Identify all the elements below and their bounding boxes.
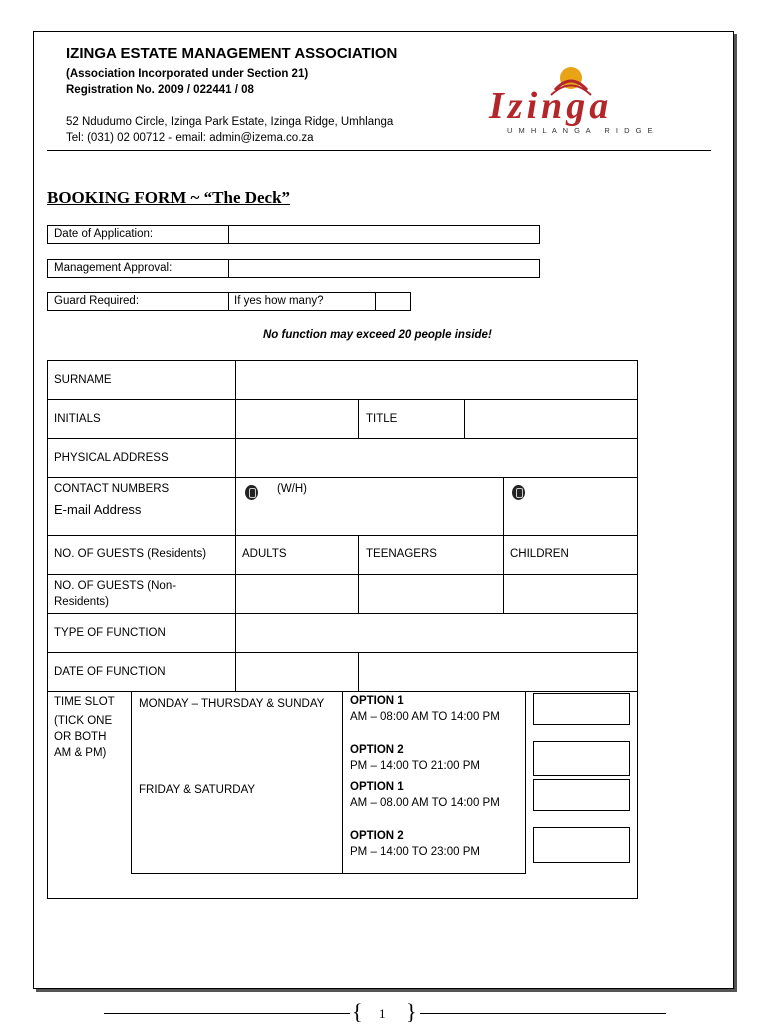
contact-numbers-label: CONTACT NUMBERS — [54, 483, 170, 495]
tick-instruction-2: OR BOTH — [54, 731, 107, 743]
date-of-function-field[interactable] — [236, 653, 357, 690]
association-name: IZINGA ESTATE MANAGEMENT ASSOCIATION — [66, 45, 398, 62]
address: 52 Ndudumo Circle, Izinga Park Estate, Izinga Ridge, Umhlanga — [66, 116, 394, 128]
weekend-option1-checkbox[interactable] — [533, 779, 630, 811]
guard-count-field[interactable] — [376, 293, 410, 310]
weekday-option1-label: OPTION 1 — [350, 695, 404, 707]
surname-label: SURNAME — [54, 374, 112, 386]
weekday-option2-time: PM – 14:00 TO 21:00 PM — [350, 760, 480, 772]
physical-address-field[interactable] — [236, 439, 637, 476]
footer-right-brace-icon: } — [406, 999, 417, 1024]
form-title: BOOKING FORM ~ “The Deck” — [47, 188, 291, 207]
footer-left-brace-icon: { — [352, 999, 363, 1024]
email-address-label: E-mail Address — [54, 502, 142, 517]
date-of-application-label: Date of Application: — [54, 228, 154, 240]
tick-instruction-3: AM & PM) — [54, 747, 107, 759]
management-approval-label: Management Approval: — [54, 262, 173, 274]
guests-non-residents-label: NO. OF GUESTS (Non- — [54, 580, 177, 592]
teenagers-label: TEENAGERS — [366, 548, 437, 560]
contact-numbers-field[interactable] — [236, 478, 502, 534]
adults-label: ADULTS — [242, 548, 287, 560]
weekend-option1-time: AM – 08.00 AM TO 14:00 PM — [350, 797, 500, 809]
guard-required-label: Guard Required: — [54, 295, 140, 307]
page-number: 1 — [379, 1006, 386, 1021]
weekday-label: MONDAY – THURSDAY & SUNDAY — [139, 698, 325, 710]
work-home-label: (W/H) — [277, 483, 308, 495]
surname-field[interactable] — [236, 361, 637, 398]
weekday-option1-time: AM – 08:00 AM TO 14:00 PM — [350, 711, 500, 723]
physical-address-label: PHYSICAL ADDRESS — [54, 452, 169, 464]
non-resident-adults-field[interactable] — [236, 575, 357, 612]
guests-residents-label: NO. OF GUESTS (Residents) — [54, 548, 207, 560]
guests-non-residents-label-2: Residents) — [54, 596, 109, 608]
type-of-function-label: TYPE OF FUNCTION — [54, 627, 166, 639]
izinga-logo — [485, 62, 705, 142]
capacity-warning: No function may exceed 20 people inside! — [263, 329, 492, 341]
tick-instruction-1: (TICK ONE — [54, 715, 113, 727]
weekend-option2-label: OPTION 2 — [350, 830, 404, 842]
logo-tagline: U M H L A N G A R I D G E — [507, 126, 655, 135]
initials-field[interactable] — [236, 400, 357, 437]
header-divider — [47, 150, 711, 151]
non-resident-teenagers-field[interactable] — [359, 575, 502, 612]
title-label: TITLE — [366, 413, 398, 425]
initials-label: INITIALS — [54, 413, 101, 425]
contact-info: Tel: (031) 02 00712 - email: admin@izema.co.za — [66, 132, 314, 144]
weekend-option2-checkbox[interactable] — [533, 827, 630, 863]
date-of-function-label: DATE OF FUNCTION — [54, 666, 166, 678]
weekend-option1-label: OPTION 1 — [350, 781, 404, 793]
weekday-option2-label: OPTION 2 — [350, 744, 404, 756]
non-resident-children-field[interactable] — [504, 575, 637, 612]
registration-number: Registration No. 2009 / 022441 / 08 — [66, 84, 254, 96]
weekday-option2-checkbox[interactable] — [533, 741, 630, 776]
time-slot-label: TIME SLOT — [54, 696, 115, 708]
weekend-option2-time: PM – 14:00 TO 23:00 PM — [350, 846, 480, 858]
children-label: CHILDREN — [510, 548, 569, 560]
management-approval-field[interactable] — [229, 260, 539, 277]
mobile-number-field[interactable] — [504, 478, 637, 534]
weekday-option1-checkbox[interactable] — [533, 693, 630, 725]
if-yes-how-many-label: If yes how many? — [234, 295, 324, 307]
type-of-function-field[interactable] — [236, 614, 637, 651]
title-field[interactable] — [465, 400, 637, 437]
date-of-application-field[interactable] — [229, 226, 539, 243]
incorporated-note: (Association Incorporated under Section 21) — [66, 68, 309, 80]
weekend-label: FRIDAY & SATURDAY — [139, 784, 256, 796]
logo-word: Izinga — [489, 85, 613, 127]
